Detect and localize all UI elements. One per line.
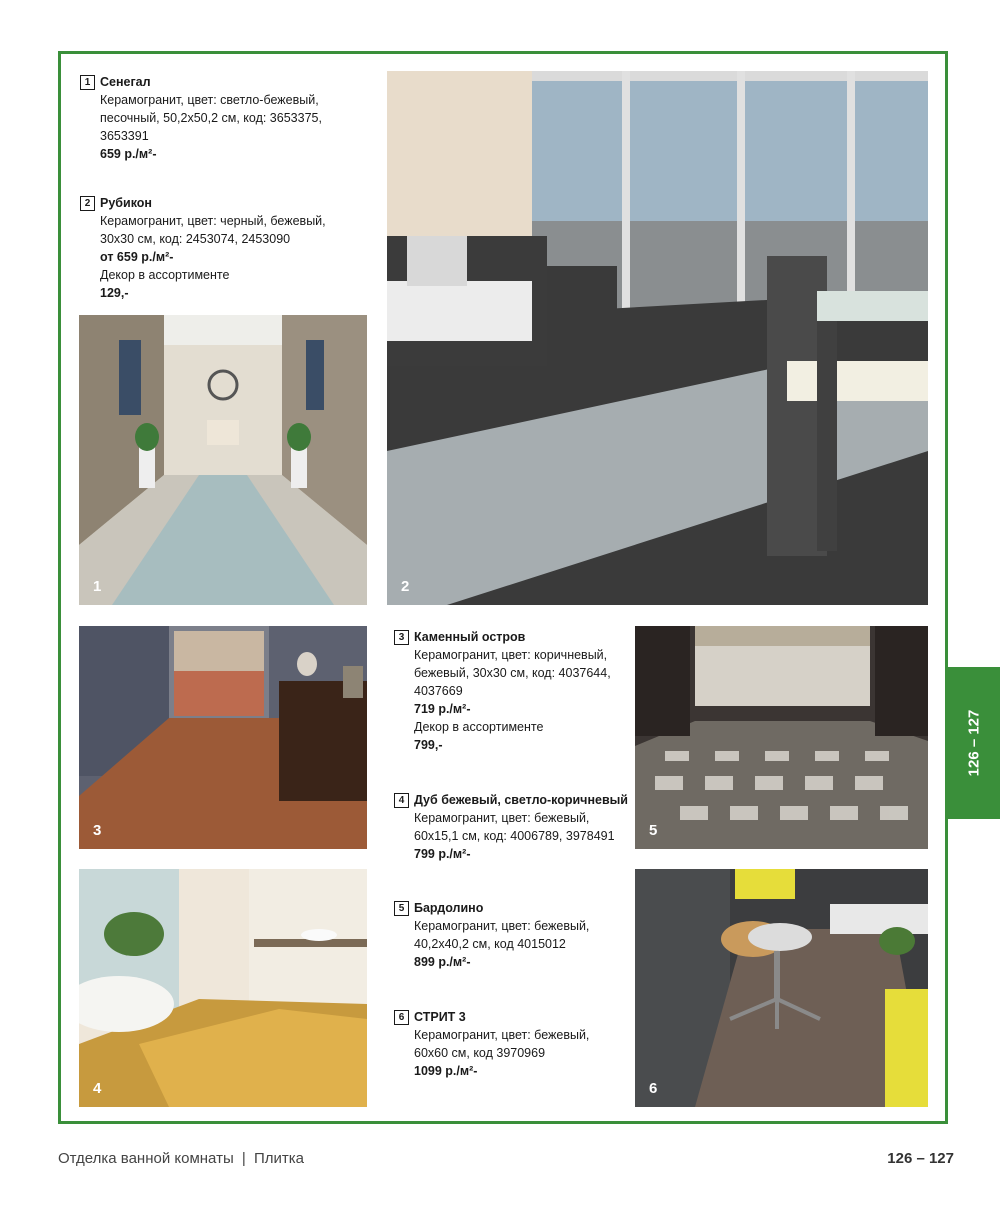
- corridor-illustration: [79, 315, 367, 605]
- living-room-illustration: [387, 71, 928, 605]
- terracotta-room-illustration: [79, 626, 367, 849]
- product-price: 1099 р./м²-: [414, 1064, 478, 1078]
- footer-breadcrumb: [58, 1150, 304, 1167]
- photo-number: 5: [649, 822, 658, 839]
- product-price: от 659 р./м²-: [100, 250, 174, 264]
- photo-number: 2: [401, 578, 410, 595]
- photo-corridor: [79, 315, 367, 605]
- product-6: [394, 1008, 622, 1080]
- product-name: Сенегал: [100, 75, 151, 89]
- photo-number: 1: [93, 578, 102, 595]
- footer-category: Плитка: [253, 1150, 305, 1167]
- product-number: 2: [80, 196, 95, 211]
- product-5: [394, 899, 622, 971]
- terrace-illustration: [635, 626, 928, 849]
- footer-page-numbers: 126 – 127: [887, 1150, 954, 1167]
- product-number: 3: [394, 630, 409, 645]
- product-price: 659 р./м²-: [100, 147, 157, 161]
- photo-terrace: [635, 626, 928, 849]
- product-extra: Декор в ассортименте: [100, 268, 230, 282]
- product-name: Дуб бежевый, светло-коричневый: [414, 793, 628, 807]
- product-name: Рубикон: [100, 196, 152, 210]
- product-desc: Керамогранит, цвет: светло-бежевый, песочный, 50,2х50,2 см, код: 3653375, 3653391: [100, 93, 322, 143]
- product-1: [80, 73, 350, 163]
- product-name: СТРИТ 3: [414, 1010, 466, 1024]
- product-name: Бардолино: [414, 901, 484, 915]
- footer-divider: |: [241, 1150, 246, 1167]
- bathroom-illustration: [79, 869, 367, 1107]
- photo-bathroom: [79, 869, 367, 1107]
- product-3: [394, 628, 629, 754]
- photo-number: 6: [649, 1080, 658, 1097]
- product-extra-price: 129,-: [100, 286, 129, 300]
- product-desc: Керамогранит, цвет: бежевый, 60х60 см, код 3970969: [414, 1028, 590, 1060]
- product-name: Каменный остров: [414, 630, 526, 644]
- product-extra-price: 799,-: [414, 738, 443, 752]
- product-number: 4: [394, 793, 409, 808]
- photo-number: 4: [93, 1080, 102, 1097]
- product-4: [394, 791, 630, 863]
- page-range-tab-label: 126 – 127: [965, 709, 982, 777]
- product-desc: Керамогранит, цвет: коричневый, бежевый, 30х30 см, код: 4037644, 4037669: [414, 648, 611, 698]
- photo-number: 3: [93, 822, 102, 839]
- product-number: 1: [80, 75, 95, 90]
- product-price: 899 р./м²-: [414, 955, 471, 969]
- product-price: 799 р./м²-: [414, 847, 471, 861]
- footer-section: Отделка ванной комнаты: [58, 1150, 234, 1167]
- product-2: [80, 194, 350, 302]
- product-desc: Керамогранит, цвет: бежевый, 40,2х40,2 см, код 4015012: [414, 919, 590, 951]
- photo-living-room: [387, 71, 928, 605]
- product-number: 6: [394, 1010, 409, 1025]
- photo-terracotta-room: [79, 626, 367, 849]
- product-price: 719 р./м²-: [414, 702, 471, 716]
- product-number: 5: [394, 901, 409, 916]
- product-extra: Декор в ассортименте: [414, 720, 544, 734]
- product-desc: Керамогранит, цвет: бежевый, 60х15,1 см, код: 4006789, 3978491: [414, 811, 615, 843]
- product-desc: Керамогранит, цвет: черный, бежевый, 30х30 см, код: 2453074, 2453090: [100, 214, 326, 246]
- office-illustration: [635, 869, 928, 1107]
- page-range-tab: [947, 667, 1000, 819]
- photo-office: [635, 869, 928, 1107]
